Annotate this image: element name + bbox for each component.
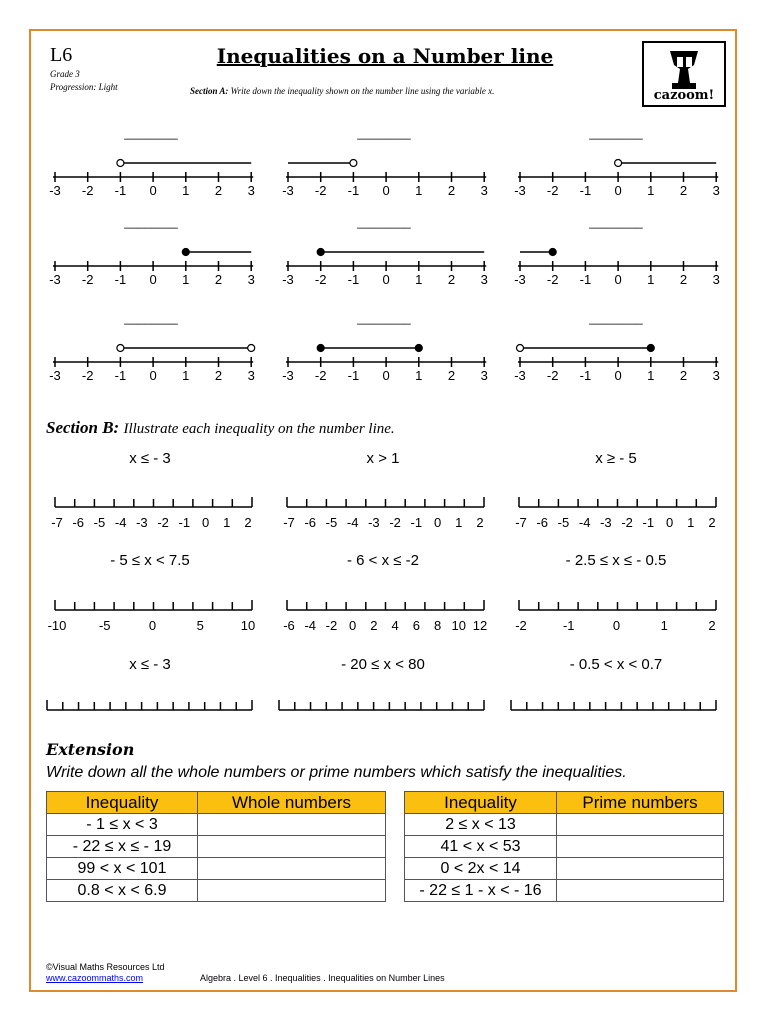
table1-ineq-1: - 1 ≤ x < 3 [47,814,198,836]
tick-label: 1 [455,515,463,530]
tick-label: 3 [712,368,720,383]
tick-label: 6 [412,618,420,633]
table1-answer-3[interactable] [198,858,386,880]
tick-label: -1 [347,272,360,287]
answer-blank: ________ [589,126,643,140]
inequality-label: - 5 ≤ x < 7.5 [110,552,190,569]
tick-label: -6 [304,515,317,530]
tick-label: -3 [368,515,380,530]
tick-label: -2 [314,272,327,287]
tick-label: 10 [451,618,467,633]
tick-label: -3 [49,272,61,287]
tick-label: -5 [557,515,570,530]
table2-answer-2[interactable] [557,836,724,858]
tick-label: -3 [49,183,61,198]
table2-answer-4[interactable] [557,880,724,902]
tick-label: -7 [515,515,527,530]
tick-label: 2 [708,618,716,633]
tick-label: 0 [149,272,157,287]
tick-label: -2 [325,618,338,633]
tick-label: 3 [712,272,720,287]
answer-blank: ________ [589,311,643,325]
tick-label: 3 [247,368,255,383]
tick-label: 0 [148,618,157,633]
tick-label: 1 [647,183,655,198]
tick-label: -10 [47,618,67,633]
tick-label: 1 [415,183,423,198]
tick-label: -2 [546,368,559,383]
tick-label: -2 [546,272,559,287]
table2-header-prime: Prime numbers [557,792,724,814]
table1-header-inequality: Inequality [47,792,198,814]
tick-label: 1 [415,368,423,383]
tick-label: -3 [600,515,612,530]
table2-ineq-4: - 22 ≤ 1 - x < - 16 [405,880,557,902]
answer-blank: ________ [124,215,178,229]
tick-label: -4 [114,515,127,530]
tick-label: -2 [157,515,169,530]
tick-label: -2 [314,368,327,383]
inequality-label: x ≤ - 3 [129,656,171,673]
tick-label: 2 [476,515,484,530]
inequality-label: - 20 ≤ x < 80 [341,656,425,673]
tick-label: -5 [98,618,111,633]
tick-label: 1 [687,515,695,530]
inequality-label: x ≥ - 5 [595,450,637,467]
tick-label: -3 [136,515,148,530]
tick-label: -6 [536,515,549,530]
tick-label: 1 [182,368,190,383]
answer-blank: ________ [357,126,411,140]
table1-answer-2[interactable] [198,836,386,858]
table2-ineq-3: 0 < 2x < 14 [405,858,557,880]
table2-ineq-1: 2 ≤ x < 13 [405,814,557,836]
tick-label: -3 [514,183,526,198]
tick-label: 1 [660,618,668,633]
section-b-label: Section B: [46,418,120,437]
tick-label: -6 [72,515,85,530]
section-b-text: Illustrate each inequality on the number line. [123,421,395,437]
page-title: Inequalities on a Number line [216,44,554,68]
tick-label: 2 [370,618,378,633]
tick-label: -1 [579,272,592,287]
tick-label: -7 [51,515,63,530]
tick-label: 4 [391,618,399,633]
tick-label: -1 [579,368,592,383]
tick-label: -2 [389,515,401,530]
extension-text: Write down all the whole numbers or prime numbers which satisfy the inequalities. [46,764,627,781]
tick-label: -2 [621,515,633,530]
tick-label: -2 [81,368,94,383]
tick-label: 0 [614,272,622,287]
answer-blank: ________ [589,215,643,229]
tick-label: -1 [347,183,360,198]
tick-label: 0 [382,368,390,383]
tick-label: 0 [612,618,621,633]
tick-label: 1 [647,368,655,383]
section-a-label: Section A: [190,86,229,96]
tick-label: -3 [514,368,526,383]
tick-label: 2 [244,515,252,530]
tick-label: 2 [708,515,716,530]
inequality-label: x ≤ - 3 [129,450,171,467]
table2-ineq-2: 41 < x < 53 [405,836,557,858]
tick-label: -2 [515,618,527,633]
table2-answer-3[interactable] [557,858,724,880]
copyright: ©Visual Maths Resources Ltd [46,962,165,972]
tick-label: 3 [247,183,255,198]
tick-label: 0 [433,515,442,530]
logo-text: cazoom! [653,88,715,103]
tick-label: 2 [447,183,456,198]
tick-label: -3 [282,368,294,383]
tick-label: -1 [114,272,127,287]
tick-label: -2 [546,183,559,198]
tick-label: -3 [49,368,61,383]
tick-label: 0 [382,183,390,198]
tick-label: 1 [182,272,190,287]
inequality-label: x > 1 [366,450,400,467]
tick-label: -5 [325,515,338,530]
tick-label: -1 [642,515,655,530]
tick-label: -1 [178,515,191,530]
tick-label: 2 [679,183,688,198]
tick-label: 3 [480,183,488,198]
tick-label: 0 [382,272,390,287]
tick-label: -1 [114,183,127,198]
answer-blank: ________ [357,311,411,325]
tick-label: 1 [415,272,423,287]
tick-label: 10 [240,618,256,633]
answer-blank: ________ [357,215,411,229]
tick-label: 3 [480,368,488,383]
footer-breadcrumb: Algebra . Level 6 . Inequalities . Inequalities on Number Lines [200,973,445,983]
table1-ineq-2: - 22 ≤ x ≤ - 19 [47,836,198,858]
tick-label: 1 [223,515,231,530]
answer-blank: ________ [124,311,178,325]
tick-label: 3 [247,272,255,287]
tick-label: 2 [679,368,688,383]
whole-numbers-table [46,791,386,902]
table2-header-inequality: Inequality [405,792,557,814]
tick-label: -1 [410,515,423,530]
tick-label: 1 [182,183,190,198]
tick-label: 0 [614,183,622,198]
tick-label: -2 [314,183,327,198]
tick-label: 2 [447,368,456,383]
inequality-label: - 6 < x ≤ -2 [346,552,419,569]
tick-label: -3 [282,183,294,198]
tick-label: -1 [562,618,575,633]
prime-numbers-table [404,791,724,902]
section-a-text: Write down the inequality shown on the number line using the variable x. [230,86,495,96]
tick-label: -3 [514,272,526,287]
tick-label: 3 [712,183,720,198]
tick-label: 0 [665,515,674,530]
website-link[interactable]: www.cazoommaths.com [46,973,144,983]
tick-label: -5 [93,515,106,530]
table1-ineq-4: 0.8 < x < 6.9 [47,880,198,902]
level-label: L6 [50,44,73,66]
table1-header-whole: Whole numbers [198,792,386,814]
tick-label: 0 [149,183,157,198]
progression-label: Progression: Light [50,82,118,92]
tick-label: -3 [282,272,294,287]
tick-label: -1 [347,368,360,383]
tick-label: -2 [81,272,94,287]
table1-answer-4[interactable] [198,880,386,902]
answer-blank: ________ [124,126,178,140]
tick-label: -1 [114,368,127,383]
tick-label: 2 [679,272,688,287]
tick-label: -1 [579,183,592,198]
tick-label: 8 [433,618,442,633]
tick-label: 0 [614,368,622,383]
tick-label: 2 [214,183,223,198]
tick-label: 2 [447,272,456,287]
tick-label: 0 [149,368,157,383]
inequality-label: - 2.5 ≤ x ≤ - 0.5 [565,552,667,569]
tick-label: -6 [283,618,295,633]
table2-answer-1[interactable] [557,814,724,836]
tick-label: -4 [346,515,359,530]
tick-label: 0 [349,618,357,633]
inequality-label: - 0.5 < x < 0.7 [569,656,663,673]
tick-label: 5 [196,618,204,633]
table1-answer-1[interactable] [198,814,386,836]
tick-label: 2 [214,272,223,287]
tick-label: 1 [647,272,655,287]
tick-label: -2 [81,183,94,198]
tick-label: 12 [472,618,488,633]
tick-label: 2 [214,368,223,383]
tick-label: -7 [283,515,295,530]
tick-label: -4 [578,515,591,530]
table1-ineq-3: 99 < x < 101 [47,858,198,880]
extension-title: Extension [46,740,135,759]
tick-label: -4 [304,618,317,633]
tick-label: 0 [201,515,210,530]
tick-label: 3 [480,272,488,287]
grade-label: Grade 3 [50,69,80,79]
